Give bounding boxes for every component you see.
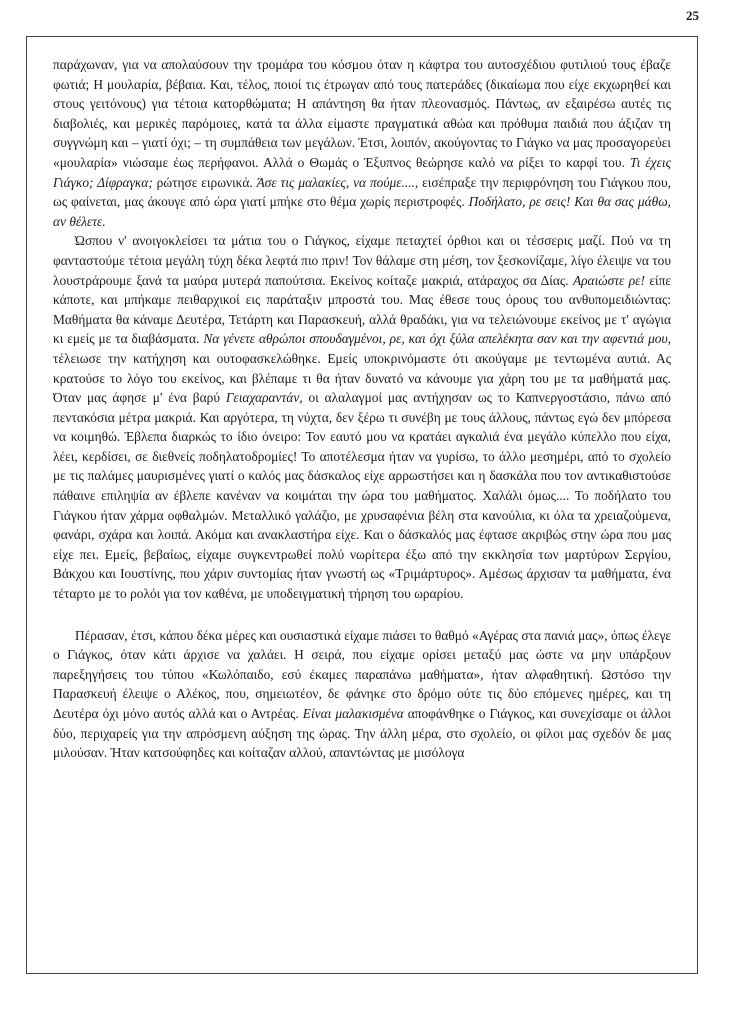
page-number: 25 xyxy=(686,8,699,23)
text-frame xyxy=(26,36,698,974)
italic-text-segment: Να γένετε αθρώποι σπουδαγμένοι, ρε, και όχι ξύλα απελέκητα σαν και την αφεντιά μου, xyxy=(203,331,671,347)
paragraph xyxy=(53,626,671,763)
text-segment: ρώτησε ειρωνικά. xyxy=(152,174,257,190)
italic-text-segment: Γειαχαραντάν, xyxy=(225,390,303,406)
italic-text-segment: Ποδήλατο, ρε σεις! Και θα σας μάθω, αν θέλετε. xyxy=(53,194,671,229)
text-segment: αποφάνθηκε ο Γιάγκος, και συνεχίσαμε οι άλλοι δύο, περιχαρείς για την απρόσμενη αύξηση της ώρας. Την άλλη μέρα, στο σχολείο, οι φίλοι μας σχεδόν δε μας μιλούσαν. Ήταν κατσούφηδες και κοίταζαν αλλού, απαντώντας με μισόλογα xyxy=(53,706,672,761)
text-segment: Ώσπου ν' ανοιγοκλείσει τα μάτια του ο Γιάγκος, είχαμε πεταχτεί όρθιοι και οι τέσσερις μαζί. Πού να τη φανταστούμε τέτοια μεγάλη τύχη δέκα λεφτά πιο πριν! Τον θάλαμε στη μέση, τον ξεσκονίζαμε, λίγο έλειψε να του λουστράρουμε ξανά τα μαύρα μυτερά παπούτσια. Εκείνος κοίταζε μακριά, ατάραχος σα Δίας. xyxy=(53,233,671,288)
italic-text-segment: Αραιώστε ρε! xyxy=(572,272,645,288)
text-segment: τέλειωσε την κατήχηση και ουτοφασκελώθηκε. Εμείς υποκρινόμαστε ότι ακούγαμε με τεντωμένα αυτιά. Ας κρατούσε το λόγο του εκείνος, και βλέπαμε τι θα ήταν δυνατό να κάνουμε για χάρη του με τα μαθήματά μας. Όταν μας άφησε μ' ένα βαρύ xyxy=(53,350,671,406)
body-text xyxy=(53,55,671,763)
text-segment: είπε κάποτε, και μπήκαμε πειθαρχικοί εις παράταξιν μπροστά του. Μας έθεσε τους όρους του ανθυπομειδιώντας: Μαθήματα θα κάναμε Δευτέρα, Τετάρτη και Παρασκευή, αλλά θραδάκι, για να τελειώνουμε εκείνος με τ' αγώγια κι εμείς με τα διαβάσματα. xyxy=(53,272,671,347)
italic-text-segment: Είναι μαλακισμένα xyxy=(302,706,404,721)
text-segment: εισέπραξε την περιφρόνηση του Γιάγκου που, ως φαίνεται, μας άκουγε από ώρα γιατί μπήκε στο θέμα χωρίς περιστροφές. xyxy=(53,174,671,210)
text-segment: οι αλαλαγμοί μας αντήχησαν ως το Καπνεργοστάσιο, πάνω από πεντακόσια μέτρα μακριά. Και αργότερα, τη νύχτα, δεν ξέρω τι συνέβη με τους άλλους, πάντως εγώ δεν μπόρεσα να κοιμηθώ. Έβλεπα διαρκώς το ίδιο όνειρο: Τον εαυτό μου να κρατάει αγκαλιά ένα μεγάλο κύπελλο που είχα, λέει, κερδίσει, σε διεθνείς ποδηλατοδρομίες! Το αποτέλεσμα ήταν να γυρίσω, το άλλο μεσημέρι, από το σχολείο με τις παλάμες μαυρισμένες γιατί ο καλός μας δάσκαλος είχε αρρωστήσει και η δασκάλα που τον αντικαθιστούσε πάθαινε επιληψία αν έβλεπε κανέναν να κοιμάται την ώρα του μαθήματος. Χαλάλι όμως.... Το ποδήλατο του Γιάγκου ήταν χάρμα οφθαλμών. Μεταλλικό γαλάζιο, με χρυσαφένια βέλη στα κανούλια, κι όλα τα χρειαζούμενα, φανάρι, σχάρα και λοιπά. Ακόμα και ανακλαστήρα είχε. Και ο δάσκαλός μας έφτασε ακριβώς στην ώρα που μας είχε πει. Εμείς, βεβαίως, είχαμε συγκεντρωθεί πολύ νωρίτερα έξω από την εκκλησία των μαρτύρων Σεργίου, Βάκχου και Ιουστίνης, που χάριν συντομίας ήταν γνωστή ως «Τριμάρτυρος». Αμέσως άρχισαν τα μαθήματα, ένα τέταρτο με το ρολόι για τον καθένα, με υποδειγματική τήρηση του ωραρίου. xyxy=(53,390,671,602)
text-segment: παράχωναν, για να απολαύσουν την τρομάρα του κόσμου όταν η κάφτρα του αυτοσχέδιου φυτιλιού τους έβαζε φωτιά; Η μουλαρία, βέβαια. Και, τέλος, ποιοί τις έτρωγαν από τους πατεράδες (δικαίωμα που είχε εκχωρηθεί και στους γειτόνους) για τέτοια κατορθώματα; Η απάντηση θα ήταν πλεονασμός. Πάντως, αν εξαιρέσω αυτές τις διαβολιές, και μερικές παρόμοιες, κατά τα άλλα είμαστε πραγματικά αθώα και πρόθυμα παιδιά που άξιζαν τη συγγνώμη και – γιατί όχι; – τη συμπάθεια των μεγάλων. Έτσι, λοιπόν, ακούγοντας το Γιάγκο να μας προσαγορεύει «μουλαρία» νιώσαμε έως περήφανοι. Αλλά ο Θωμάς ο Έξυπνος θεώρησε καλό να ρίξει το καρφί του. xyxy=(53,57,671,170)
paragraph xyxy=(53,55,671,231)
paragraph xyxy=(53,231,671,603)
italic-text-segment: Τι έχεις Γιάγκο; Δίφραγκα; xyxy=(53,154,672,190)
text-segment: Πέρασαν, έτσι, κάπου δέκα μέρες και ουσιαστικά είχαμε πιάσει το θαθμό «Αγέρας στα πανιά μας», όπως έλεγε ο Γιάγκος, όταν κάτι άρχισε να χαλάει. Η σειρά, που είχαμε ορίσει μεταξύ μας ώστε να μην υπάρξουν παρεξηγήσεις του τύπου «Κωλόπαιδο, εσύ έκαμες παραπάνω μαθήματα», ήταν αλφαθητική. Ωστόσο την Παρασκευή έλειψε ο Αλέκος, που, σημειωτέον, δε φάνηκε στο δρόμο ούτε τις δύο επόμενες ημέρες, και τη Δευτέρα όχι μόνο αυτός αλλά και ο Αντρέας. xyxy=(53,627,671,721)
italic-text-segment: Άσε τις μαλακίες, να πούμε...., xyxy=(256,174,419,190)
